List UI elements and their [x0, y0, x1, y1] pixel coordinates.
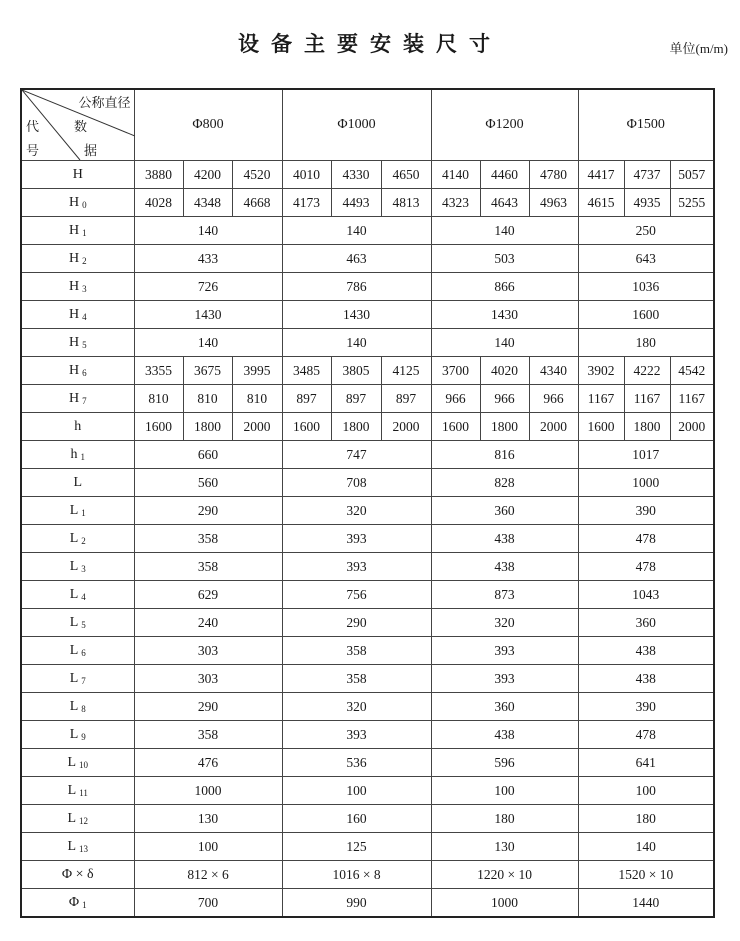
value-cell: 320	[282, 497, 431, 525]
value-cell: 4668	[232, 189, 282, 217]
row-code-symbol: h	[74, 418, 82, 434]
value-cell: 1600	[578, 301, 714, 329]
value-cell: 1600	[282, 413, 331, 441]
table-row	[21, 273, 714, 301]
value-cell: 810	[232, 385, 282, 413]
unit-label: 单位(m/m)	[669, 41, 728, 56]
value-cell: 503	[431, 245, 578, 273]
value-cell: 810	[134, 385, 183, 413]
value-cell: 290	[134, 693, 282, 721]
value-cell: 393	[282, 721, 431, 749]
value-cell: 4140	[431, 161, 480, 189]
value-cell: 358	[134, 721, 282, 749]
table-row	[21, 301, 714, 329]
value-cell: 4542	[670, 357, 714, 385]
value-cell: 1600	[134, 413, 183, 441]
value-cell: 4340	[529, 357, 578, 385]
row-code-subscript: 1	[80, 451, 85, 462]
value-cell: 1017	[578, 441, 714, 469]
value-cell: 629	[134, 581, 282, 609]
value-cell: 3880	[134, 161, 183, 189]
row-code	[21, 637, 134, 665]
value-cell: 2000	[381, 413, 431, 441]
value-cell: 320	[431, 609, 578, 637]
value-cell: 4813	[381, 189, 431, 217]
table-row	[21, 245, 714, 273]
row-code-subscript: 8	[81, 703, 86, 714]
value-cell: 4615	[578, 189, 624, 217]
value-cell: 4650	[381, 161, 431, 189]
table-row	[21, 665, 714, 693]
value-cell: 393	[282, 553, 431, 581]
row-code-subscript: 13	[79, 843, 89, 854]
value-cell: 3805	[331, 357, 381, 385]
row-code-subscript: 4	[82, 311, 87, 322]
value-cell: 4200	[183, 161, 232, 189]
value-cell: 1440	[578, 889, 714, 918]
row-code-symbol: Φ	[68, 894, 80, 910]
value-cell: 660	[134, 441, 282, 469]
row-code	[21, 833, 134, 861]
value-cell: 4520	[232, 161, 282, 189]
corner-label-diameter: 公称直径	[78, 96, 131, 111]
value-cell: 1800	[331, 413, 381, 441]
row-code	[21, 245, 134, 273]
value-cell: 990	[282, 889, 431, 918]
value-cell: 100	[431, 777, 578, 805]
value-cell: 812 × 6	[134, 861, 282, 889]
value-cell: 643	[578, 245, 714, 273]
value-cell: 1000	[578, 469, 714, 497]
value-cell: 290	[134, 497, 282, 525]
row-code	[21, 329, 134, 357]
row-code-subscript: 4	[81, 591, 86, 602]
row-code-subscript: 2	[81, 535, 86, 546]
value-cell: 4125	[381, 357, 431, 385]
value-cell: 4222	[624, 357, 670, 385]
value-cell: 3700	[431, 357, 480, 385]
value-cell: 810	[183, 385, 232, 413]
value-cell: 180	[431, 805, 578, 833]
row-code-symbol: Φ × δ	[61, 866, 94, 882]
value-cell: 140	[431, 329, 578, 357]
row-code-subscript: 7	[82, 395, 87, 406]
value-cell: 536	[282, 749, 431, 777]
value-cell: 290	[282, 609, 431, 637]
value-cell: 873	[431, 581, 578, 609]
table-row	[21, 189, 714, 217]
table-row	[21, 329, 714, 357]
value-cell: 1800	[624, 413, 670, 441]
row-code	[21, 777, 134, 805]
value-cell: 463	[282, 245, 431, 273]
value-cell: 100	[134, 833, 282, 861]
row-code	[21, 441, 134, 469]
value-cell: 4493	[331, 189, 381, 217]
row-code	[21, 413, 134, 441]
value-cell: 1167	[670, 385, 714, 413]
row-code-symbol: L	[69, 558, 79, 574]
row-code-symbol: L	[69, 502, 79, 518]
row-code-subscript: 9	[81, 731, 86, 742]
row-code-subscript: 10	[79, 759, 89, 770]
value-cell: 303	[134, 665, 282, 693]
row-code-symbol: L	[69, 586, 79, 602]
row-code-subscript: 12	[79, 815, 89, 826]
value-cell: 438	[431, 553, 578, 581]
table-row	[21, 861, 714, 889]
row-code	[21, 581, 134, 609]
table-row	[21, 637, 714, 665]
value-cell: 140	[282, 217, 431, 245]
value-cell: 966	[431, 385, 480, 413]
value-cell: 560	[134, 469, 282, 497]
table-row	[21, 777, 714, 805]
row-code	[21, 889, 134, 918]
table-row	[21, 497, 714, 525]
value-cell: 4010	[282, 161, 331, 189]
value-cell: 125	[282, 833, 431, 861]
value-cell: 4963	[529, 189, 578, 217]
value-cell: 130	[134, 805, 282, 833]
row-code-symbol: L	[67, 754, 77, 770]
row-code-symbol: H	[68, 390, 80, 406]
row-code-symbol: L	[73, 474, 83, 490]
value-cell: 3675	[183, 357, 232, 385]
row-code-symbol: H	[68, 222, 80, 238]
value-cell: 4020	[480, 357, 529, 385]
table-row	[21, 469, 714, 497]
value-cell: 866	[431, 273, 578, 301]
value-cell: 1167	[624, 385, 670, 413]
value-cell: 596	[431, 749, 578, 777]
value-cell: 4643	[480, 189, 529, 217]
table-row	[21, 525, 714, 553]
row-code	[21, 721, 134, 749]
value-cell: 4348	[183, 189, 232, 217]
row-code	[21, 749, 134, 777]
value-cell: 438	[578, 637, 714, 665]
value-cell: 966	[529, 385, 578, 413]
value-cell: 360	[431, 693, 578, 721]
table-row	[21, 553, 714, 581]
value-cell: 1430	[431, 301, 578, 329]
corner-label-code-1: 代	[26, 120, 40, 135]
row-code	[21, 161, 134, 189]
row-code-symbol: L	[69, 642, 79, 658]
value-cell: 478	[578, 525, 714, 553]
value-cell: 4417	[578, 161, 624, 189]
value-cell: 433	[134, 245, 282, 273]
corner-label-data-1: 数	[74, 120, 88, 135]
dimensions-table	[20, 88, 715, 918]
row-code-subscript: 1	[82, 899, 87, 910]
table-row	[21, 805, 714, 833]
value-cell: 358	[282, 637, 431, 665]
value-cell: 180	[578, 805, 714, 833]
row-code-subscript: 5	[82, 339, 87, 350]
row-code-subscript: 1	[82, 227, 87, 238]
row-code-symbol: H	[68, 250, 80, 266]
row-code-subscript: 1	[81, 507, 86, 518]
row-code-symbol: H	[72, 166, 83, 182]
value-cell: 2000	[670, 413, 714, 441]
value-cell: 756	[282, 581, 431, 609]
row-code-symbol: L	[69, 614, 79, 630]
row-code-symbol: L	[67, 810, 77, 826]
value-cell: 240	[134, 609, 282, 637]
value-cell: 5057	[670, 161, 714, 189]
value-cell: 897	[381, 385, 431, 413]
value-cell: 4780	[529, 161, 578, 189]
value-cell: 747	[282, 441, 431, 469]
row-code	[21, 301, 134, 329]
value-cell: 1000	[431, 889, 578, 918]
value-cell: 390	[578, 497, 714, 525]
table-row	[21, 889, 714, 918]
row-code	[21, 385, 134, 413]
value-cell: 250	[578, 217, 714, 245]
value-cell: 786	[282, 273, 431, 301]
row-code-subscript: 0	[82, 199, 87, 210]
value-cell: 4173	[282, 189, 331, 217]
row-code-symbol: H	[68, 334, 80, 350]
table-row	[21, 581, 714, 609]
table-row	[21, 749, 714, 777]
row-code-subscript: 6	[81, 647, 86, 658]
value-cell: 358	[134, 525, 282, 553]
value-cell: 1220 × 10	[431, 861, 578, 889]
row-code	[21, 273, 134, 301]
header-diameter-1200: Φ1200	[431, 89, 578, 161]
row-code-symbol: H	[68, 362, 80, 378]
value-cell: 3995	[232, 357, 282, 385]
row-code	[21, 805, 134, 833]
value-cell: 393	[431, 665, 578, 693]
row-code-symbol: H	[68, 194, 80, 210]
header-diameter-1500: Φ1500	[578, 89, 714, 161]
row-code-subscript: 11	[79, 787, 88, 798]
value-cell: 1600	[431, 413, 480, 441]
value-cell: 700	[134, 889, 282, 918]
table-row	[21, 357, 714, 385]
value-cell: 2000	[529, 413, 578, 441]
row-code-symbol: H	[68, 306, 80, 322]
value-cell: 303	[134, 637, 282, 665]
value-cell: 360	[431, 497, 578, 525]
value-cell: 476	[134, 749, 282, 777]
value-cell: 3902	[578, 357, 624, 385]
row-code-symbol: L	[69, 530, 79, 546]
value-cell: 140	[134, 217, 282, 245]
row-code	[21, 525, 134, 553]
value-cell: 641	[578, 749, 714, 777]
table-row	[21, 161, 714, 189]
value-cell: 816	[431, 441, 578, 469]
value-cell: 358	[282, 665, 431, 693]
value-cell: 360	[578, 609, 714, 637]
value-cell: 966	[480, 385, 529, 413]
row-code	[21, 553, 134, 581]
value-cell: 1430	[282, 301, 431, 329]
value-cell: 4935	[624, 189, 670, 217]
value-cell: 708	[282, 469, 431, 497]
value-cell: 726	[134, 273, 282, 301]
table-row	[21, 609, 714, 637]
value-cell: 478	[578, 553, 714, 581]
header-row	[21, 89, 714, 161]
row-code-subscript: 3	[81, 563, 86, 574]
value-cell: 4330	[331, 161, 381, 189]
value-cell: 140	[282, 329, 431, 357]
value-cell: 160	[282, 805, 431, 833]
row-code-subscript: 2	[82, 255, 87, 266]
row-code-symbol: h	[70, 446, 78, 462]
row-code-symbol: L	[67, 782, 77, 798]
header-diameter-800: Φ800	[134, 89, 282, 161]
value-cell: 320	[282, 693, 431, 721]
value-cell: 1167	[578, 385, 624, 413]
value-cell: 1430	[134, 301, 282, 329]
value-cell: 358	[134, 553, 282, 581]
row-code	[21, 861, 134, 889]
value-cell: 4460	[480, 161, 529, 189]
corner-header-cell	[21, 89, 134, 161]
value-cell: 180	[578, 329, 714, 357]
value-cell: 140	[431, 217, 578, 245]
row-code	[21, 693, 134, 721]
header-diameter-1000: Φ1000	[282, 89, 431, 161]
value-cell: 3485	[282, 357, 331, 385]
value-cell: 4737	[624, 161, 670, 189]
table-row	[21, 385, 714, 413]
value-cell: 828	[431, 469, 578, 497]
row-code	[21, 497, 134, 525]
value-cell: 100	[578, 777, 714, 805]
row-code	[21, 665, 134, 693]
value-cell: 390	[578, 693, 714, 721]
value-cell: 393	[431, 637, 578, 665]
value-cell: 140	[578, 833, 714, 861]
row-code-subscript: 5	[81, 619, 86, 630]
table-row	[21, 693, 714, 721]
value-cell: 1036	[578, 273, 714, 301]
row-code	[21, 217, 134, 245]
value-cell: 4028	[134, 189, 183, 217]
table-row	[21, 441, 714, 469]
row-code-subscript: 3	[82, 283, 87, 294]
value-cell: 1000	[134, 777, 282, 805]
row-code-symbol: H	[68, 278, 80, 294]
value-cell: 393	[282, 525, 431, 553]
value-cell: 438	[578, 665, 714, 693]
value-cell: 1043	[578, 581, 714, 609]
value-cell: 1600	[578, 413, 624, 441]
row-code-subscript: 6	[82, 367, 87, 378]
row-code	[21, 609, 134, 637]
value-cell: 100	[282, 777, 431, 805]
value-cell: 4323	[431, 189, 480, 217]
row-code	[21, 189, 134, 217]
value-cell: 3355	[134, 357, 183, 385]
value-cell: 130	[431, 833, 578, 861]
table-row	[21, 721, 714, 749]
value-cell: 1800	[183, 413, 232, 441]
table-row	[21, 217, 714, 245]
value-cell: 1800	[480, 413, 529, 441]
corner-label-code-2: 号	[26, 144, 40, 159]
value-cell: 140	[134, 329, 282, 357]
row-code	[21, 357, 134, 385]
row-code	[21, 469, 134, 497]
value-cell: 1016 × 8	[282, 861, 431, 889]
value-cell: 897	[282, 385, 331, 413]
table-row	[21, 833, 714, 861]
value-cell: 1520 × 10	[578, 861, 714, 889]
row-code-subscript: 7	[81, 675, 86, 686]
value-cell: 438	[431, 525, 578, 553]
value-cell: 2000	[232, 413, 282, 441]
corner-label-data-2: 据	[84, 144, 98, 159]
row-code-symbol: L	[69, 670, 79, 686]
value-cell: 438	[431, 721, 578, 749]
row-code-symbol: L	[69, 726, 79, 742]
page-title: 设备主要安装尺寸	[238, 32, 502, 56]
row-code-symbol: L	[67, 838, 77, 854]
table-row	[21, 413, 714, 441]
row-code-symbol: L	[69, 698, 79, 714]
value-cell: 5255	[670, 189, 714, 217]
value-cell: 478	[578, 721, 714, 749]
value-cell: 897	[331, 385, 381, 413]
